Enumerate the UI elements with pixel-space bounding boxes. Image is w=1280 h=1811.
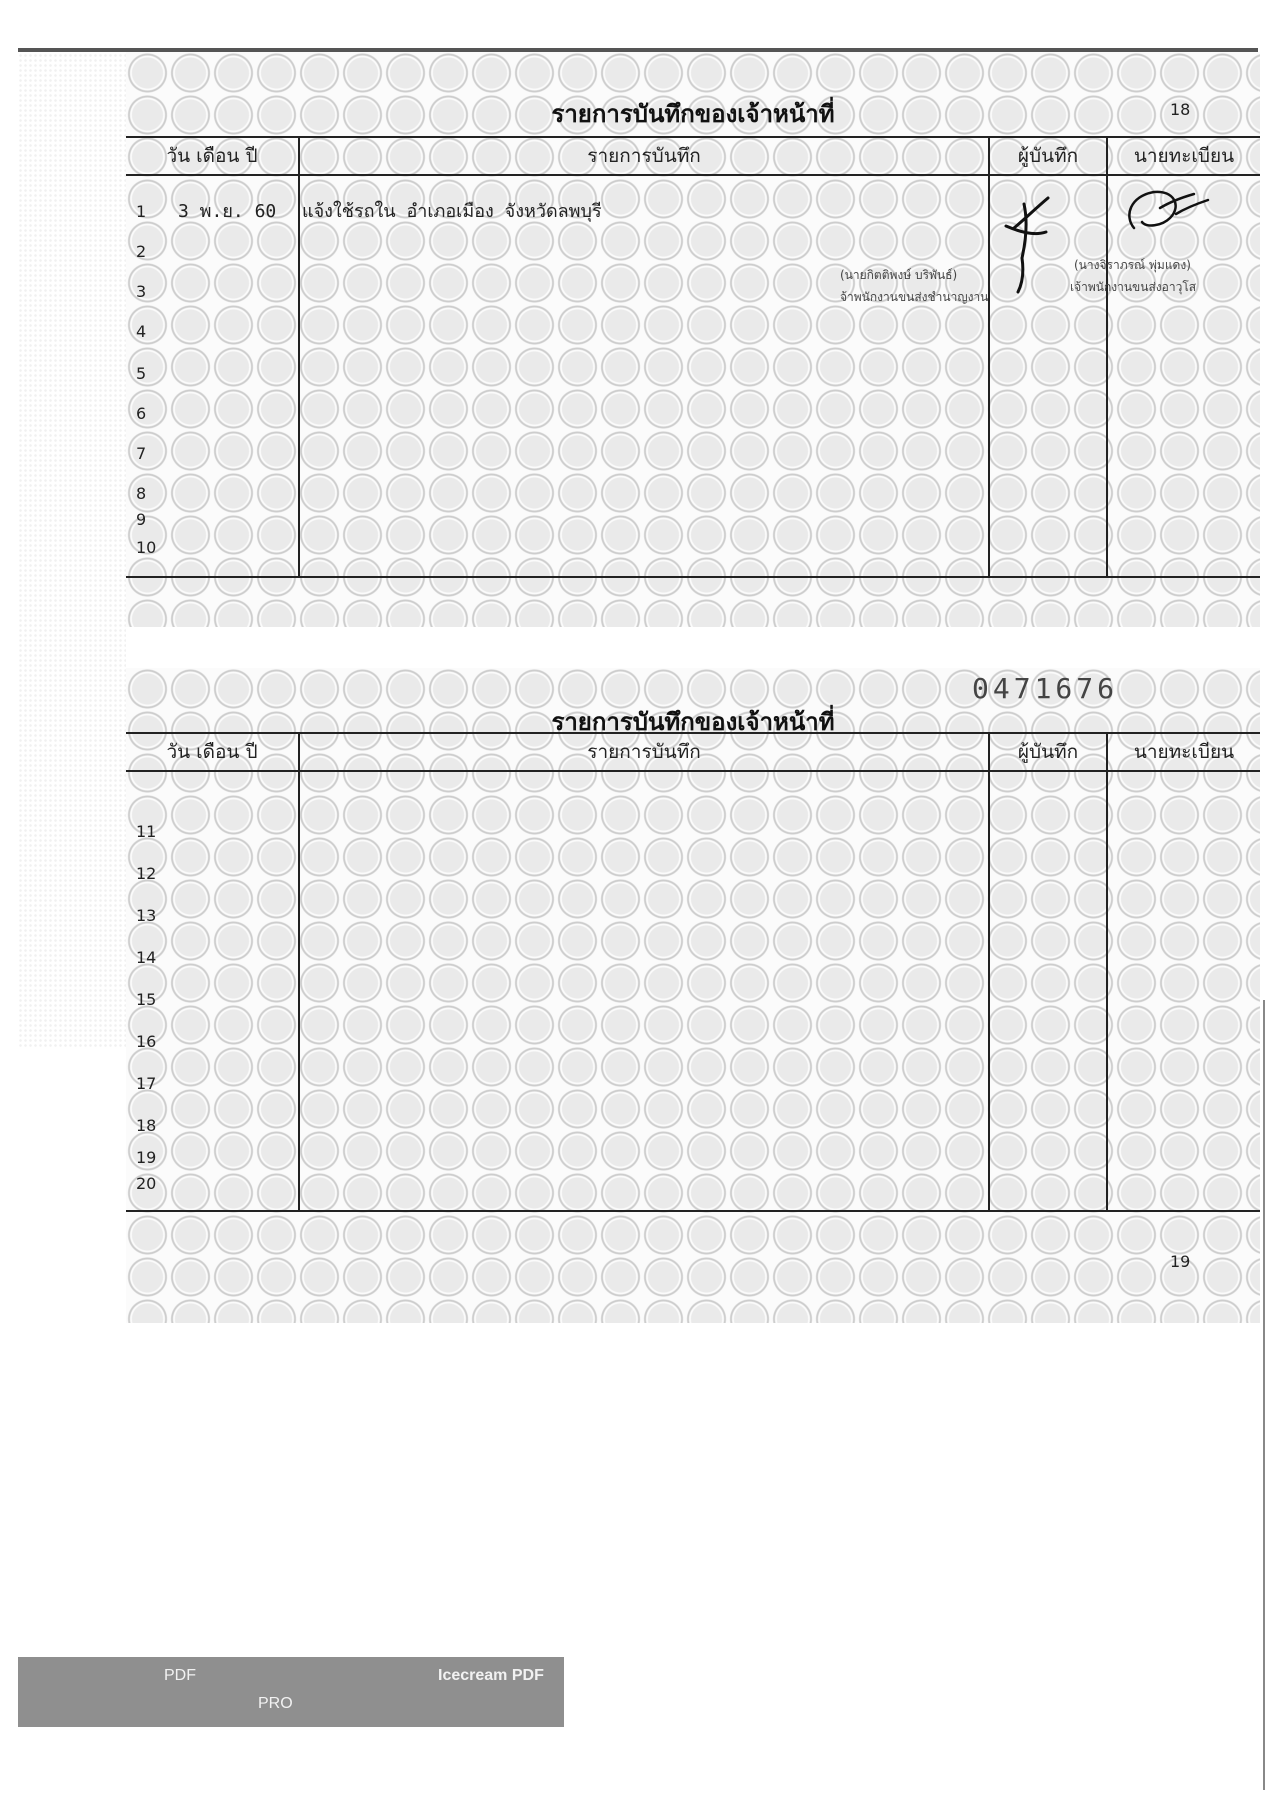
header-record: รายการบันทึก <box>587 145 701 167</box>
watermark-pdf-label: PDF <box>164 1667 196 1684</box>
entry-text: แจ้งใช้รถใน อำเภอเมือง จังหวัดลพบุรี <box>302 201 602 222</box>
page-number: 18 <box>1170 100 1191 119</box>
column-divider <box>988 734 990 1210</box>
header-divider <box>126 770 1260 772</box>
header-date: วัน เดือน ปี <box>166 741 258 763</box>
watermark-brand: Icecream PDF <box>438 1667 544 1684</box>
record-sheet-page-18 <box>126 52 1260 627</box>
row-number: 17 <box>136 1074 157 1093</box>
column-divider <box>298 734 300 1210</box>
watermark-pro-label: PRO <box>258 1695 293 1712</box>
header-registrar: นายทะเบียน <box>1133 741 1235 763</box>
record-sheet-page-19 <box>126 668 1260 1323</box>
scan-edge-noise <box>18 48 126 1048</box>
entry-date: 3 พ.ย. 60 <box>178 201 277 222</box>
header-date: วัน เดือน ปี <box>166 145 258 167</box>
recorder-title: จ้าพนักงานขนส่งชำนาญงาน <box>840 290 989 304</box>
row-number: 10 <box>136 538 157 557</box>
row-number: 2 <box>136 242 147 261</box>
row-number: 16 <box>136 1032 157 1051</box>
header-recorder: ผู้บันทึก <box>1017 741 1079 763</box>
row-number: 20 <box>136 1174 157 1193</box>
row-number: 12 <box>136 864 157 883</box>
row-number: 1 <box>136 202 147 221</box>
registrar-name: (นางจิราภรณ์ พุ่มแดง) <box>1074 258 1191 272</box>
row-number: 14 <box>136 948 157 967</box>
scan-margin-line <box>1263 1000 1265 1790</box>
row-number: 13 <box>136 906 157 925</box>
recorder-name: (นายกิตติพงษ์ บริพันธ์) <box>840 268 958 282</box>
row-number: 6 <box>136 404 147 423</box>
row-number: 15 <box>136 990 157 1009</box>
row-number: 5 <box>136 364 147 383</box>
serial-number: 0471676 <box>972 672 1119 705</box>
sheet-title: รายการบันทึกของเจ้าหน้าที่ <box>551 708 835 736</box>
column-divider <box>988 138 990 576</box>
record-table <box>126 732 1260 1212</box>
registrar-title: เจ้าพนักงานขนส่งอาวุโส <box>1070 280 1197 294</box>
row-number: 7 <box>136 444 147 463</box>
sheet-title: รายการบันทึกของเจ้าหน้าที่ <box>551 100 835 128</box>
column-divider <box>298 138 300 576</box>
icecream-pdf-watermark <box>18 1657 564 1727</box>
row-number: 18 <box>136 1116 157 1135</box>
header-recorder: ผู้บันทึก <box>1017 145 1079 167</box>
header-registrar: นายทะเบียน <box>1133 145 1235 167</box>
registrar-signature-icon <box>1116 178 1216 248</box>
row-number: 3 <box>136 282 147 301</box>
row-number: 9 <box>136 510 147 529</box>
row-number: 4 <box>136 322 147 341</box>
row-number: 8 <box>136 484 147 503</box>
column-divider <box>1106 138 1108 576</box>
header-record: รายการบันทึก <box>587 741 701 763</box>
page-number: 19 <box>1170 1252 1191 1271</box>
row-number: 11 <box>136 822 157 841</box>
header-divider <box>126 174 1260 176</box>
recorder-signature-icon <box>996 188 1066 298</box>
row-number: 19 <box>136 1148 157 1167</box>
record-table <box>126 136 1260 578</box>
column-divider <box>1106 734 1108 1210</box>
